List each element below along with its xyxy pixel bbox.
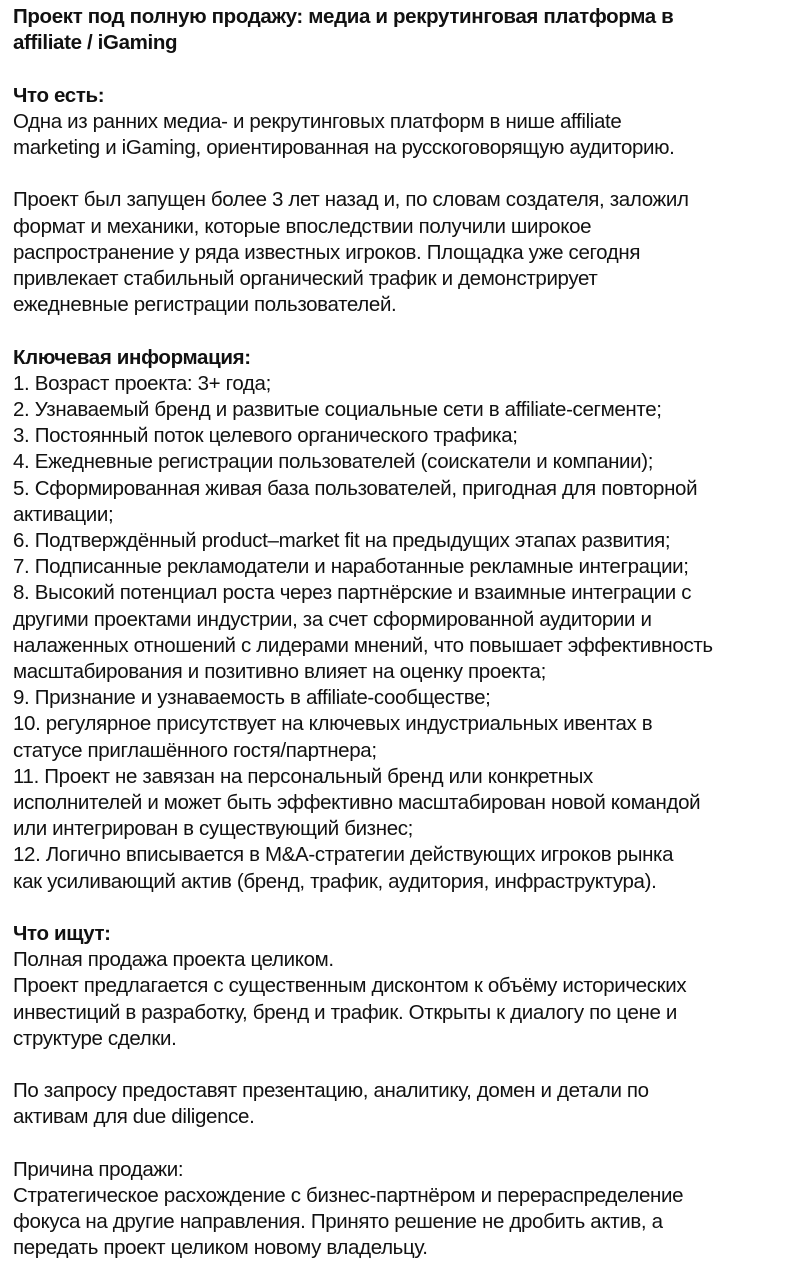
title-line: Проект под полную продажу: медиа и рекрутинговая платформа в xyxy=(13,5,674,28)
list-item-line: активации; xyxy=(13,502,114,526)
title-line: affiliate / iGaming xyxy=(13,31,178,55)
list-item-line: 9. Признание и узнаваемость в affiliate-сообществе; xyxy=(13,686,491,710)
paragraph-line: фокуса на другие направления. Принято решение не дробить актив, а xyxy=(13,1210,663,1234)
paragraph-line: Проект предлагается с существенным дисконтом к объёму исторических xyxy=(13,974,687,998)
paragraph-line: По запросу предоставят презентацию, аналитику, домен и детали по xyxy=(13,1079,649,1103)
list-item-line: статусе приглашённого гостя/партнера; xyxy=(13,738,377,762)
list-item-line: 5. Сформированная живая база пользователей, пригодная для повторной xyxy=(13,476,698,500)
section-heading: Ключевая информация: xyxy=(13,345,251,369)
list-item-line: 11. Проект не завязан на персональный бренд или конкретных xyxy=(13,764,593,788)
list-item-line: 3. Постоянный поток целевого органического трафика; xyxy=(13,424,518,448)
list-item-line: налаженных отношений с лидерами мнений, что повышает эффективность xyxy=(13,633,713,657)
paragraph-line: активам для due diligence. xyxy=(13,1105,255,1129)
paragraph-line: формат и механики, которые впоследствии получили широкое xyxy=(13,214,592,238)
section-heading: Что ищут: xyxy=(13,922,111,946)
paragraph-line: структуре сделки. xyxy=(13,1026,177,1050)
list-item-line: 4. Ежедневные регистрации пользователей (соискатели и компании); xyxy=(13,450,654,474)
paragraph-line: ежедневные регистрации пользователей. xyxy=(13,293,397,317)
paragraph-line: Одна из ранних медиа- и рекрутинговых платформ в нише affiliate xyxy=(13,109,622,133)
list-item-line: 1. Возраст проекта: 3+ года; xyxy=(13,371,271,395)
section-heading: Что есть: xyxy=(13,83,105,107)
list-item-line: 6. Подтверждённый product–market fit на предыдущих этапах развития; xyxy=(13,529,671,553)
spacer xyxy=(13,56,791,82)
paragraph-line: привлекает стабильный органический трафик и демонстрирует xyxy=(13,267,598,290)
paragraph-line: Полная продажа проекта целиком. xyxy=(13,948,334,972)
list-item-line: другими проектами индустрии, за счет сформированной аудитории и xyxy=(13,607,652,631)
paragraph-line: передать проект целиком новому владельцу. xyxy=(13,1236,428,1260)
list-item-line: 7. Подписанные рекламодатели и наработанные рекламные интеграции; xyxy=(13,555,689,579)
spacer xyxy=(13,1131,791,1157)
paragraph-line: инвестиций в разработку, бренд и трафик. Открыты к диалогу по цене и xyxy=(13,1000,677,1024)
section-what-is xyxy=(13,83,791,319)
paragraph-line: Стратегическое расхождение с бизнес-партнёром и перераспределение xyxy=(13,1184,684,1208)
section-looking-for xyxy=(13,921,791,1131)
list-item-line: исполнителей и может быть эффективно масштабирован новой командой xyxy=(13,791,701,815)
list-item-line: масштабирования и позитивно влияет на оценку проекта; xyxy=(13,660,546,684)
spacer xyxy=(13,895,791,921)
paragraph-line: распространение у ряда известных игроков. Площадка уже сегодня xyxy=(13,240,641,264)
paragraph-line: Проект был запущен более 3 лет назад и, по словам создателя, заложил xyxy=(13,188,689,212)
list-item-line: 12. Логично вписывается в M&A-стратегии действующих игроков рынка xyxy=(13,843,674,867)
section-key-info xyxy=(13,345,791,895)
list-item-line: 8. Высокий потенциал роста через партнёрские и взаимные интеграции с xyxy=(13,581,692,605)
spacer xyxy=(13,318,791,344)
paragraph-line: marketing и iGaming, ориентированная на русскоговорящую аудиторию. xyxy=(13,136,675,159)
section-heading: Причина продажи: xyxy=(13,1157,184,1181)
spacer xyxy=(13,161,791,187)
document-title xyxy=(13,4,791,56)
list-item-line: 10. регулярное присутствует на ключевых индустриальных ивентах в xyxy=(13,712,653,736)
list-item-line: 2. Узнаваемый бренд и развитые социальные сети в affiliate-сегменте; xyxy=(13,398,662,421)
list-item-line: как усиливающий актив (бренд, трафик, аудитория, инфраструктура). xyxy=(13,869,657,893)
list-item-line: или интегрирован в существующий бизнес; xyxy=(13,817,414,841)
section-reason xyxy=(13,1157,791,1262)
spacer xyxy=(13,1052,791,1078)
